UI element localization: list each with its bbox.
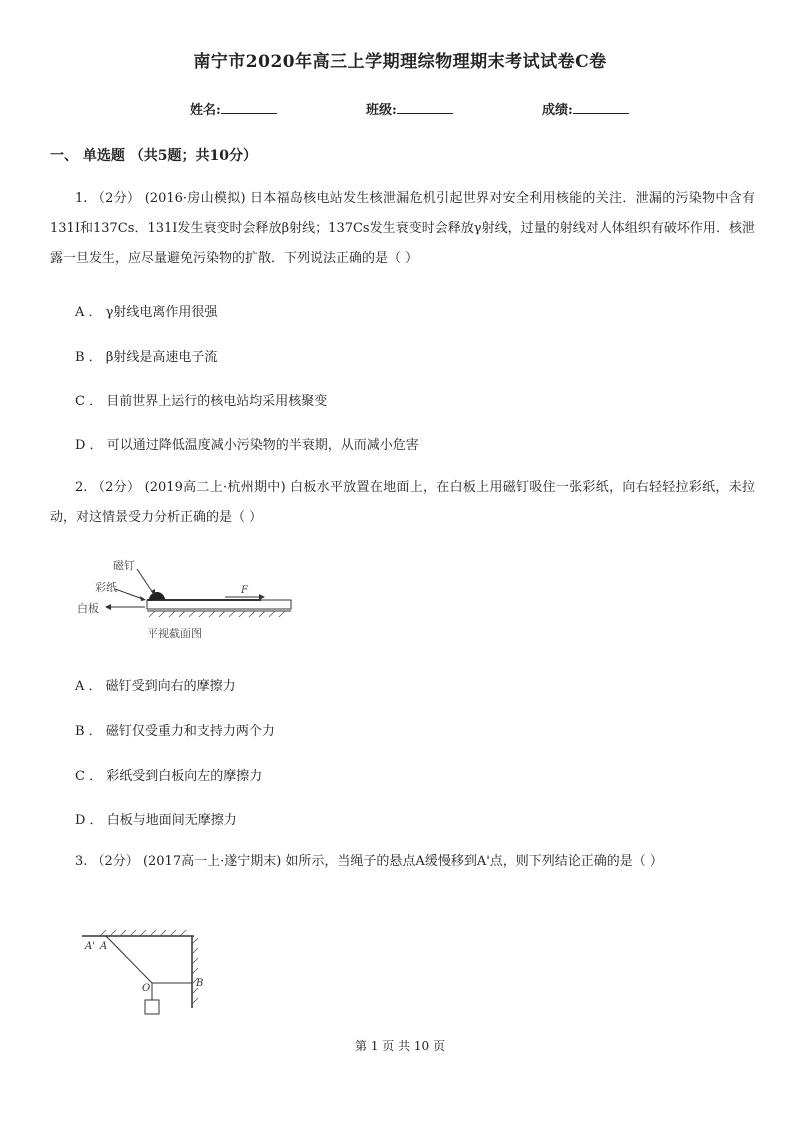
name-label: 姓名: (190, 103, 221, 118)
question-3-figure (80, 928, 210, 1020)
question-3 (50, 847, 755, 877)
question-2-option-a: A ． 磁钉受到向右的摩擦力 (75, 679, 236, 694)
force-label: F (241, 585, 248, 596)
magnet-shape (149, 592, 165, 600)
score-field (542, 99, 629, 118)
question-2-figure (75, 555, 305, 645)
paper-label: 彩纸 (95, 581, 117, 594)
score-label: 成绩: (542, 103, 573, 118)
figure-caption: 平视截面图 (147, 627, 202, 640)
weight-box (145, 1000, 159, 1014)
question-1-option-d: D ． 可以通过降低温度减小污染物的半衰期，从而减小危害 (75, 438, 419, 453)
point-b-label: B (196, 978, 204, 989)
name-blank (221, 101, 277, 114)
question-2-text: 2. （2分） (2019高二上·杭州期中) 白板水平放置在地面上，在白板上用磁钉吸住一张彩纸，向右轻轻拉彩纸，未拉动，对这情景受力分析正确的是（ ） (50, 480, 755, 525)
class-blank (397, 101, 453, 114)
question-2-option-b: B ． 磁钉仅受重力和支持力两个力 (75, 724, 275, 739)
rope-ao (106, 936, 152, 983)
page-footer: 第 1 页 共 10 页 (355, 1039, 445, 1053)
class-field (366, 99, 453, 118)
class-label: 班级: (366, 103, 397, 118)
question-2-option-c: C ． 彩纸受到白板向左的摩擦力 (75, 769, 263, 784)
point-a-prime-label: A' (85, 941, 95, 952)
point-a-label: A (100, 941, 108, 952)
section-heading: 一、 单选题 （共5题；共10分） (50, 148, 257, 164)
magnet-label: 磁钉 (113, 559, 135, 572)
question-2 (50, 473, 755, 533)
question-2-option-d: D ． 白板与地面间无摩擦力 (75, 813, 237, 828)
page-title: 南宁市2020年高三上学期理综物理期末考试试卷C卷 (193, 52, 607, 72)
score-blank (573, 101, 629, 114)
question-3-text: 3. （2分） (2017高一上·遂宁期末) 如所示，当绳子的悬点A缓慢移到A'点，则下列结论正确的是（ ） (75, 854, 663, 869)
point-o-label: O (142, 983, 151, 994)
question-1-option-b: B ． β射线是高速电子流 (75, 350, 218, 365)
question-1-text: 1. （2分） (2016·房山模拟) 日本福岛核电站发生核泄漏危机引起世界对安全利用核能的关注．泄漏的污染物中含有131I和137Cs．131I发生衰变时会释放β射线；137Cs发生衰变时会释放γ射线，过量的射线对人体组织有破坏作用．核泄露一旦发生，应尽量避免污染物的扩散．下列说法正确的是（ ） (50, 191, 755, 266)
question-1-option-c: C ． 目前世界上运行的核电站均采用核聚变 (75, 394, 328, 409)
name-field (190, 99, 277, 118)
whiteboard-shape (147, 600, 291, 609)
board-label: 白板 (77, 602, 99, 615)
question-1 (50, 184, 755, 274)
question-1-option-a: A ． γ射线电离作用很强 (75, 305, 218, 320)
